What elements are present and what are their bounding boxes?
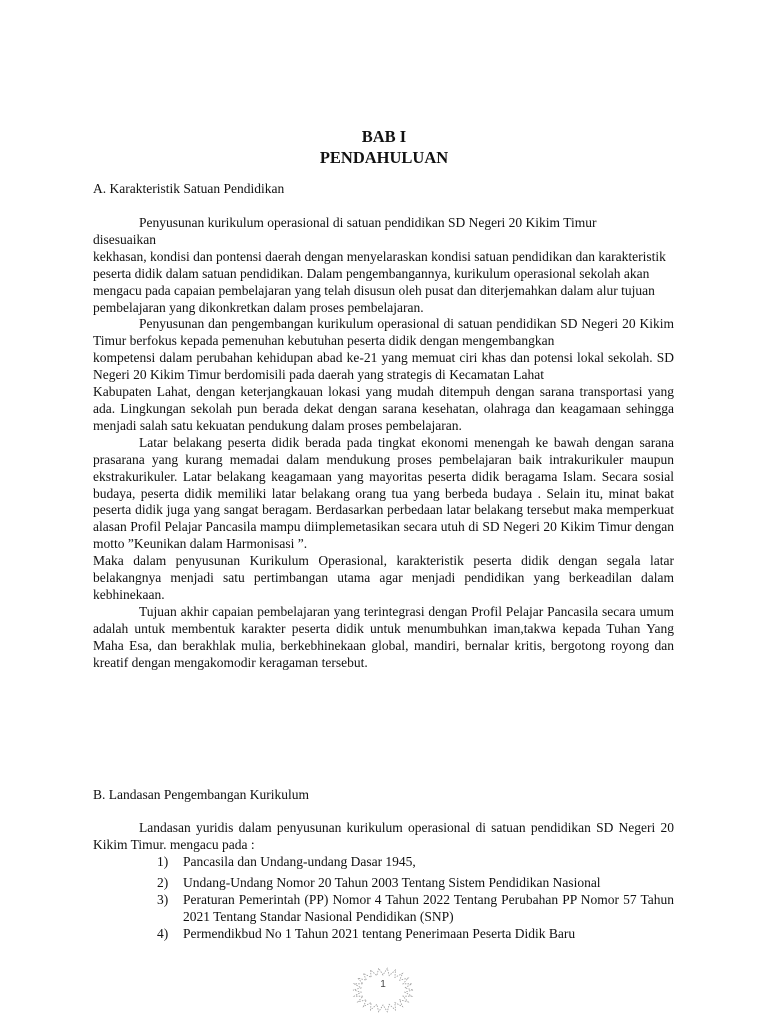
list-number: 1) xyxy=(157,853,169,869)
starburst-icon xyxy=(350,966,416,1014)
list-item-text: Peraturan Pemerintah (PP) Nomor 4 Tahun 2022 Tentang Perubahan PP Nomor 57 Tahun 2021 Tentang Standar Nasional Pendidikan (SNP) xyxy=(183,892,674,925)
section-a-body xyxy=(93,215,674,671)
paragraph: Latar belakang peserta didik berada pada tingkat ekonomi menengah ke bawah dengan sarana prasarana yang kurang memadai dalam mendukung proses pembelajaran baik intrakurikuler maupun ekstrakurikuler. Latar belakang keagamaan yang mayoritas peserta didik beragama Islam. Secara sosial budaya, peserta didik memiliki latar belakang orang tua yang berbeda budaya . Selain itu, minat bakat peserta didik juga yang sangat beragam. Berdasarkan perbedaan latar belakang tersebut maka memperkuat alasan Profil Pelajar Pancasila mampu diimplemetasikan secara utuh di SD Negeri 20 Kikim Timur dengan motto ”Keunikan dalam Harmonisasi ”. xyxy=(93,434,674,552)
paragraph: Kabupaten Lahat, dengan keterjangkauan lokasi yang mudah ditempuh dengan sarana transportasi yang ada. Lingkungan sekolah pun berada dekat dengan sarana kesehatan, olahraga dan keagamaan sehingga menjadi salah satu kekuatan pendukung dalam proses pembelajaran. xyxy=(93,384,674,433)
paragraph: Penyusunan dan pengembangan kurikulum operasional di satuan pendidikan SD Negeri 20 Kikim Timur berfokus kepada pemenuhan kebutuhan peserta didik dengan mengembangkan xyxy=(93,316,674,349)
list-number: 3) xyxy=(157,892,169,908)
list-item xyxy=(93,875,674,892)
list-item xyxy=(93,854,674,871)
paragraph: kekhasan, kondisi dan pontensi daerah dengan menyelaraskan kondisi satuan pendidikan dan karakteristik peserta didik dalam satuan pendidikan. Dalam pengembangannya, kurikulum operasional sekolah akan mengacu pada capaian pembelajaran yang telah disusun oleh pusat dan diterjemahkan dalam alur tujuan pembelajaran yang dikonkretkan dalam proses pembelajaran. xyxy=(93,248,666,315)
chapter-label: BAB I xyxy=(361,127,407,146)
list-item xyxy=(93,926,674,943)
paragraph: Landasan yuridis dalam penyusunan kurikulum operasional di satuan pendidikan SD Negeri 20 Kikim Timur. mengacu pada : xyxy=(93,820,674,852)
list-number: 2) xyxy=(157,874,169,890)
paragraph: kompetensi dalam perubahan kehidupan abad ke-21 yang memuat ciri khas dan potensi lokal sekolah. SD Negeri 20 Kikim Timur berdomisili pada daerah yang strategis di Kecamatan Lahat xyxy=(93,350,674,383)
section-a-heading: A. Karakteristik Satuan Pendidikan xyxy=(93,181,285,196)
legal-basis-list xyxy=(93,854,674,944)
chapter-title: PENDAHULUAN xyxy=(319,148,449,167)
paragraph: Maka dalam penyusunan Kurikulum Operasional, karakteristik peserta didik dengan segala latar belakangnya menjadi satu pertimbangan utama agar menjadi pendidikan yang berkeadilan dalam kebhinekaan. xyxy=(93,553,674,602)
list-item-text: Pancasila dan Undang-undang Dasar 1945, xyxy=(183,853,416,869)
page-number: 1 xyxy=(380,979,386,990)
list-item-text: Undang-Undang Nomor 20 Tahun 2003 Tentang Sistem Pendidikan Nasional xyxy=(183,874,601,890)
page-number-badge xyxy=(350,966,416,1014)
paragraph: Penyusunan kurikulum operasional di satuan pendidikan SD Negeri 20 Kikim Timur xyxy=(139,215,597,230)
paragraph: Tujuan akhir capaian pembelajaran yang terintegrasi dengan Profil Pelajar Pancasila secara umum adalah untuk membentuk karakter peserta didik untuk menumbuhkan iman,takwa kepada Tuhan Yang Maha Esa, dan berakhlak mulia, berkebhinekaan global, mandiri, bernalar kritis, bergotong royong dan kreatif dengan mengakomodir keragaman tersebut. xyxy=(93,603,674,670)
section-b-body xyxy=(93,820,674,944)
paragraph: disesuaikan xyxy=(93,231,156,247)
section-b-heading: B. Landasan Pengembangan Kurikulum xyxy=(93,787,309,802)
list-item-text: Permendikbud No 1 Tahun 2021 tentang Penerimaan Peserta Didik Baru xyxy=(183,926,576,942)
list-number: 4) xyxy=(157,926,169,942)
list-item xyxy=(93,892,674,926)
